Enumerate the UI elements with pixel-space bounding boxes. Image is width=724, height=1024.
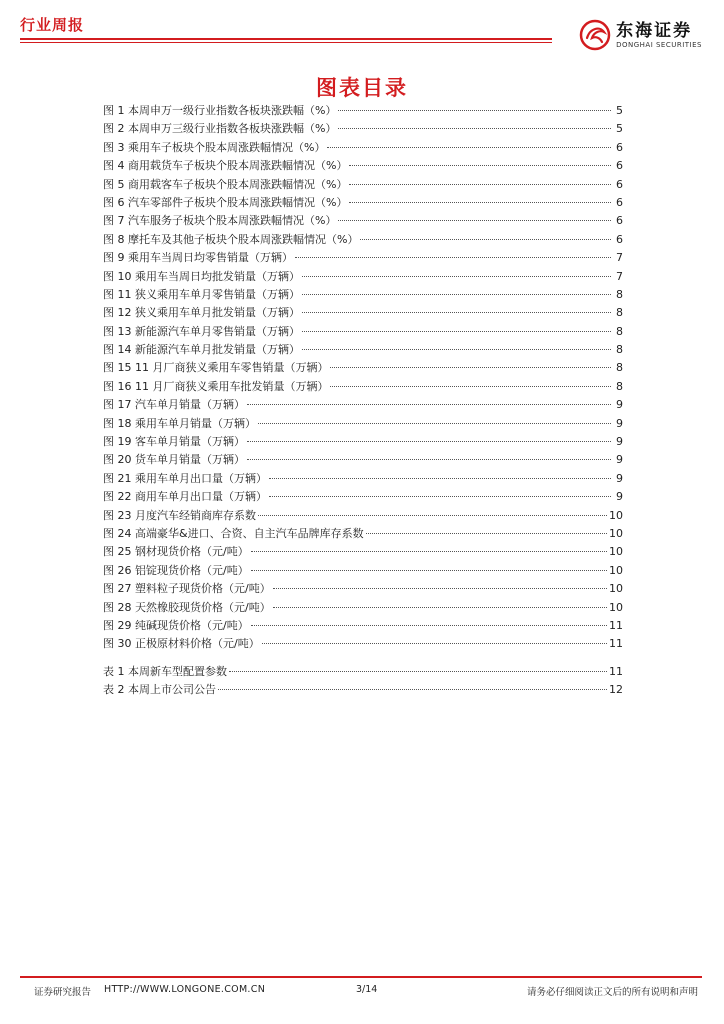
- toc-leader-dots: [258, 515, 607, 516]
- toc-leader-dots: [349, 184, 611, 185]
- toc-entry-page: 8: [616, 287, 623, 301]
- toc-entry-label: 图 18 乘用车单月销量（万辆）: [103, 416, 256, 430]
- toc-entry-page: 10: [609, 545, 623, 559]
- footer-report-type: 证券研究报告: [34, 987, 92, 998]
- toc-entry-label: 图 17 汽车单月销量（万辆）: [103, 398, 245, 412]
- toc-leader-dots: [273, 607, 607, 608]
- toc-entry-page: 9: [616, 398, 623, 412]
- toc-entry-page: 9: [616, 435, 623, 449]
- toc-entry[interactable]: [103, 470, 623, 488]
- toc-leader-dots: [247, 404, 611, 405]
- toc-entry[interactable]: [103, 681, 623, 699]
- toc-entry[interactable]: [103, 194, 623, 212]
- toc-entry-page: 6: [616, 232, 623, 246]
- toc-entry[interactable]: [103, 341, 623, 359]
- toc-leader-dots: [349, 165, 611, 166]
- toc-entry-label: 图 20 货车单月销量（万辆）: [103, 453, 245, 467]
- toc-entry-page: 10: [609, 526, 623, 540]
- toc-leader-dots: [366, 533, 607, 534]
- toc-entry[interactable]: [103, 562, 623, 580]
- toc-entry-page: 10: [609, 600, 623, 614]
- toc-entry-label: 表 1 本周新车型配置参数: [103, 665, 227, 678]
- logo-name-en: DONGHAI SECURITIES: [616, 40, 702, 49]
- toc-entry[interactable]: [103, 176, 623, 194]
- toc-entry-page: 11: [609, 637, 623, 651]
- toc-entry-page: 6: [616, 214, 623, 228]
- toc-leader-dots: [229, 671, 607, 672]
- toc-entry-label: 图 19 客车单月销量（万辆）: [103, 435, 245, 449]
- toc-entry-page: 5: [616, 122, 623, 136]
- toc-entry-page: 9: [616, 471, 623, 485]
- toc-entry[interactable]: [103, 635, 623, 653]
- toc-leader-dots: [251, 625, 607, 626]
- toc-entry[interactable]: [103, 525, 623, 543]
- toc-entry-label: 图 27 塑料粒子现货价格（元/吨）: [103, 582, 271, 596]
- toc-entry-label: 图 16 11 月厂商狭义乘用车批发销量（万辆）: [103, 379, 329, 393]
- logo-name-cn: 东海证券: [616, 20, 693, 41]
- toc-entry-label: 图 6 汽车零部件子板块个股本周涨跌幅情况（%）: [103, 195, 348, 209]
- toc-entry-label: 图 9 乘用车当周日均零售销量（万辆）: [103, 251, 293, 265]
- toc-entry-label: 图 12 狭义乘用车单月批发销量（万辆）: [103, 306, 300, 320]
- toc-entry[interactable]: [103, 543, 623, 561]
- toc-entry-label: 图 22 商用车单月出口量（万辆）: [103, 490, 267, 504]
- toc-entry-label: 图 25 钢材现货价格（元/吨）: [103, 545, 249, 559]
- toc-entry[interactable]: [103, 157, 623, 175]
- toc-entry[interactable]: [103, 396, 623, 414]
- toc-entry[interactable]: [103, 212, 623, 230]
- toc-leader-dots: [302, 294, 611, 295]
- toc-leader-dots: [338, 220, 611, 221]
- toc-entry[interactable]: [103, 359, 623, 377]
- toc-leader-dots: [295, 257, 611, 258]
- toc-entry-label: 图 14 新能源汽车单月批发销量（万辆）: [103, 343, 300, 357]
- toc-entry[interactable]: [103, 268, 623, 286]
- footer-rule: [20, 976, 702, 978]
- toc-entry-page: 9: [616, 453, 623, 467]
- toc-entry-label: 图 8 摩托车及其他子板块个股本周涨跌幅情况（%）: [103, 232, 359, 246]
- toc-leader-dots: [247, 459, 611, 460]
- toc-entry-page: 8: [616, 306, 623, 320]
- toc-entry-page: 6: [616, 140, 623, 154]
- toc-entry-label: 图 7 汽车服务子板块个股本周涨跌幅情况（%）: [103, 214, 337, 228]
- figure-list: [103, 102, 623, 654]
- toc-entry[interactable]: [103, 433, 623, 451]
- toc-entry-page: 5: [616, 104, 623, 117]
- toc-entry-label: 图 11 狭义乘用车单月零售销量（万辆）: [103, 287, 300, 301]
- toc-leader-dots: [338, 110, 611, 111]
- toc-entry-page: 10: [609, 508, 623, 522]
- toc-entry-page: 10: [609, 582, 623, 596]
- toc-entry[interactable]: [103, 580, 623, 598]
- toc-entry-label: 图 1 本周申万一级行业指数各板块涨跌幅（%）: [103, 104, 337, 117]
- toc-entry-page: 6: [616, 177, 623, 191]
- toc-entry-page: 11: [609, 665, 623, 678]
- toc-leader-dots: [330, 367, 611, 368]
- toc-entry[interactable]: [103, 378, 623, 396]
- toc-entry-label: 表 2 本周上市公司公告: [103, 683, 216, 697]
- toc-entry-page: 8: [616, 361, 623, 375]
- toc-leader-dots: [360, 239, 611, 240]
- toc-entry[interactable]: [103, 102, 623, 120]
- toc-leader-dots: [251, 570, 607, 571]
- company-logo: [552, 16, 702, 54]
- toc-title: 图表目录: [316, 76, 408, 100]
- toc-entry[interactable]: [103, 139, 623, 157]
- toc-entry-page: 8: [616, 324, 623, 338]
- toc-entry-page: 9: [616, 416, 623, 430]
- toc-leader-dots: [247, 441, 611, 442]
- toc-entry[interactable]: [103, 663, 623, 681]
- footer-website-link[interactable]: HTTP://WWW.LONGONE.COM.CN: [104, 984, 266, 995]
- toc-entry[interactable]: [103, 507, 623, 525]
- toc-leader-dots: [338, 128, 611, 129]
- toc-entry[interactable]: [103, 249, 623, 267]
- toc-entry-label: 图 30 正极原材料价格（元/吨）: [103, 637, 260, 651]
- footer-disclaimer: 请务必仔细阅读正文后的所有说明和声明: [526, 987, 698, 998]
- toc-entry[interactable]: [103, 231, 623, 249]
- toc-entry-label: 图 5 商用载客车子板块个股本周涨跌幅情况（%）: [103, 177, 348, 191]
- toc-entry-label: 图 26 铝锭现货价格（元/吨）: [103, 563, 249, 577]
- toc-entry-page: 7: [616, 251, 623, 265]
- toc-entry-label: 图 3 乘用车子板块个股本周涨跌幅情况（%）: [103, 140, 326, 154]
- toc-leader-dots: [269, 478, 611, 479]
- toc-entry-label: 图 4 商用载货车子板块个股本周涨跌幅情况（%）: [103, 159, 348, 173]
- toc-entry-page: 11: [609, 618, 623, 632]
- toc-leader-dots: [302, 276, 611, 277]
- toc-leader-dots: [269, 496, 611, 497]
- toc-entry-label: 图 23 月度汽车经销商库存系数: [103, 508, 256, 522]
- header-section-title: 行业周报: [20, 16, 85, 34]
- toc-leader-dots: [330, 386, 611, 387]
- toc-entry-page: 7: [616, 269, 623, 283]
- toc-entry-page: 9: [616, 490, 623, 504]
- toc-entry-label: 图 15 11 月厂商狭义乘用车零售销量（万辆）: [103, 361, 329, 375]
- toc-entry-page: 8: [616, 343, 623, 357]
- toc-entry[interactable]: [103, 286, 623, 304]
- toc-entry[interactable]: [103, 451, 623, 469]
- toc-entry-label: 图 24 高端豪华&进口、合资、自主汽车品牌库存系数: [103, 526, 364, 540]
- toc-entry[interactable]: [103, 120, 623, 138]
- toc-entry[interactable]: [103, 599, 623, 617]
- table-list: [103, 663, 623, 700]
- toc-leader-dots: [258, 423, 611, 424]
- toc-entry-page: 6: [616, 159, 623, 173]
- toc-entry[interactable]: [103, 323, 623, 341]
- toc-entry-label: 图 13 新能源汽车单月零售销量（万辆）: [103, 324, 300, 338]
- toc-entry-label: 图 2 本周申万三级行业指数各板块涨跌幅（%）: [103, 122, 337, 136]
- toc-entry[interactable]: [103, 488, 623, 506]
- toc-leader-dots: [302, 312, 611, 313]
- toc-entry-label: 图 28 天然橡胶现货价格（元/吨）: [103, 600, 271, 614]
- toc-leader-dots: [218, 689, 607, 690]
- toc-entry-label: 图 29 纯碱现货价格（元/吨）: [103, 618, 249, 632]
- toc-leader-dots: [262, 643, 607, 644]
- toc-leader-dots: [302, 331, 611, 332]
- toc-entry[interactable]: [103, 304, 623, 322]
- toc-entry-page: 6: [616, 195, 623, 209]
- toc-entry-page: 12: [609, 683, 623, 697]
- footer-page-number: 3/14: [356, 984, 378, 995]
- toc-entry-label: 图 10 乘用车当周日均批发销量（万辆）: [103, 269, 300, 283]
- toc-entry-page: 8: [616, 379, 623, 393]
- toc-leader-dots: [327, 147, 611, 148]
- toc-entry[interactable]: [103, 617, 623, 635]
- toc-entry[interactable]: [103, 415, 623, 433]
- toc-leader-dots: [349, 202, 611, 203]
- toc-leader-dots: [302, 349, 611, 350]
- toc-entry-label: 图 21 乘用车单月出口量（万辆）: [103, 471, 267, 485]
- toc-leader-dots: [273, 588, 607, 589]
- toc-leader-dots: [251, 551, 607, 552]
- toc-entry-page: 10: [609, 563, 623, 577]
- dragon-logo-icon: [578, 18, 612, 52]
